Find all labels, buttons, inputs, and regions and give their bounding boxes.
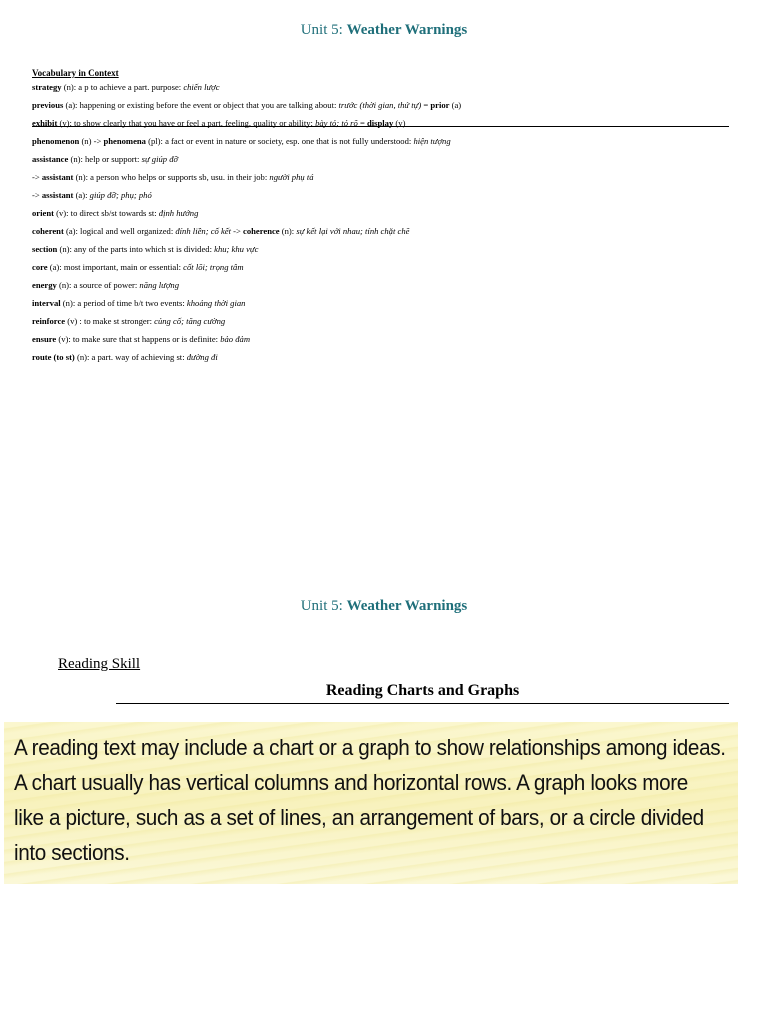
entry-word: assistant bbox=[41, 190, 74, 200]
entry-translation: đường đi bbox=[186, 352, 218, 362]
entry-definition: (v) : to make st stronger: bbox=[67, 316, 152, 326]
entry-definition: (a): logical and well organized: bbox=[65, 226, 174, 236]
entry-word: coherent bbox=[32, 226, 64, 236]
entry-related-word: display bbox=[366, 118, 394, 128]
entry-definition: (n): any of the parts into which st is divided: bbox=[59, 244, 212, 254]
entry-separator: = bbox=[359, 118, 365, 128]
entry-translation: củng cố; tăng cường bbox=[154, 316, 226, 326]
entry-word: core bbox=[32, 262, 48, 272]
scanned-line: into sections. bbox=[14, 840, 130, 865]
vocabulary-entry bbox=[32, 262, 732, 280]
vocabulary-heading: Vocabulary in Context bbox=[32, 68, 119, 78]
entry-translation: người phụ tá bbox=[269, 172, 314, 182]
entry-definition: (n): a person who helps or supports sb, usu. in their job: bbox=[75, 172, 268, 182]
entry-definition: (pl): a fact or event in nature or society, esp. one that is not fully understood: bbox=[148, 136, 412, 146]
entry-related-pos: (a) bbox=[451, 100, 462, 110]
unit-title bbox=[0, 598, 768, 615]
entry-word: exhibit bbox=[32, 118, 58, 128]
scanned-text-box bbox=[4, 722, 738, 884]
entry-related-word: prior bbox=[430, 100, 450, 110]
entry-related-pos: (n): bbox=[281, 226, 295, 236]
entry-word-plural: phenomena bbox=[103, 136, 146, 146]
entry-word: previous bbox=[32, 100, 64, 110]
scanned-line: A reading text may include a chart or a graph to show relationships among ideas. bbox=[14, 735, 726, 760]
entry-word: assistant bbox=[41, 172, 74, 182]
vocabulary-entry bbox=[32, 334, 732, 352]
entry-translation: sự giúp đỡ bbox=[141, 154, 179, 164]
entry-definition: (a): bbox=[75, 190, 88, 200]
unit-prefix: Unit 5: bbox=[300, 22, 343, 38]
vocabulary-entry bbox=[32, 136, 732, 154]
entry-word: section bbox=[32, 244, 58, 254]
entry-translation: năng lượng bbox=[139, 280, 180, 290]
entry-definition: (a): happening or existing before the event or object that you are talking about: bbox=[65, 100, 337, 110]
vocabulary-entry bbox=[32, 154, 732, 172]
divider-line bbox=[32, 126, 729, 127]
unit-prefix: Unit 5: bbox=[300, 598, 343, 614]
entry-translation: hiện tượng bbox=[413, 136, 451, 146]
entry-arrow: -> bbox=[32, 190, 40, 200]
entry-word: interval bbox=[32, 298, 61, 308]
entry-translation: chiến lược bbox=[183, 82, 220, 92]
entry-separator: = bbox=[423, 100, 429, 110]
entry-word: strategy bbox=[32, 82, 62, 92]
entry-definition: (n): a period of time b/t two events: bbox=[62, 298, 185, 308]
vocabulary-entry bbox=[32, 172, 732, 190]
reading-skill-label: Reading Skill bbox=[58, 656, 141, 672]
entry-definition: (v): to direct sb/st towards st: bbox=[56, 208, 157, 218]
entry-translation: khu; khu vực bbox=[214, 244, 259, 254]
section-title: Reading Charts and Graphs bbox=[325, 682, 520, 699]
vocabulary-entry bbox=[32, 244, 732, 262]
entry-definition: (n): a p to achieve a part. purpose: bbox=[63, 82, 182, 92]
entry-translation: trước (thời gian, thứ tự) bbox=[338, 100, 422, 110]
entry-definition: (n): a part. way of achieving st: bbox=[76, 352, 185, 362]
entry-word: assistance bbox=[32, 154, 69, 164]
entry-related-word: coherence bbox=[243, 226, 280, 236]
vocabulary-entry bbox=[32, 226, 732, 244]
vocabulary-entry bbox=[32, 352, 732, 370]
scanned-line: A chart usually has vertical columns and horizontal rows. A graph looks more bbox=[14, 770, 688, 795]
section-divider bbox=[116, 703, 729, 704]
entry-translation: bảo đảm bbox=[220, 334, 251, 344]
vocabulary-entry bbox=[32, 190, 732, 208]
scanned-paragraph bbox=[14, 730, 726, 870]
vocabulary-entry bbox=[32, 280, 732, 298]
entry-word: orient bbox=[32, 208, 54, 218]
entry-translation: cốt lõi; trọng tâm bbox=[183, 262, 244, 272]
entry-translation: khoảng thời gian bbox=[186, 298, 246, 308]
vocabulary-entry bbox=[32, 100, 732, 118]
vocabulary-section bbox=[32, 68, 732, 370]
scanned-line: like a picture, such as a set of lines, an arrangement of bars, or a circle divided bbox=[14, 805, 704, 830]
entry-definition: (a): most important, main or essential: bbox=[49, 262, 182, 272]
entry-translation: giúp đỡ; phụ; phó bbox=[89, 190, 152, 200]
entry-translation: định hướng bbox=[158, 208, 199, 218]
entry-related-pos: (v) bbox=[395, 118, 406, 128]
entry-definition: (v): to show clearly that you have or feel a part. feeling, quality or ability: bbox=[59, 118, 313, 128]
entry-word: reinforce bbox=[32, 316, 66, 326]
entry-definition: (n) -> bbox=[81, 136, 102, 146]
vocabulary-entry bbox=[32, 118, 732, 136]
unit-name: Weather Warnings bbox=[346, 22, 468, 38]
vocabulary-entry bbox=[32, 82, 732, 100]
entry-arrow: -> bbox=[32, 172, 40, 182]
entry-definition: (v): to make sure that st happens or is definite: bbox=[58, 334, 219, 344]
unit-title bbox=[0, 22, 768, 39]
entry-word: phenomenon bbox=[32, 136, 80, 146]
vocabulary-entry bbox=[32, 298, 732, 316]
entry-word: route (to st) bbox=[32, 352, 75, 362]
entry-word: ensure bbox=[32, 334, 57, 344]
vocabulary-entry bbox=[32, 208, 732, 226]
entry-definition: (n): help or support: bbox=[70, 154, 140, 164]
entry-translation: đính liền; cố kết bbox=[175, 226, 231, 236]
unit-name: Weather Warnings bbox=[346, 598, 468, 614]
entry-definition: (n): a source of power: bbox=[58, 280, 138, 290]
entry-related-translation: sự kết lại với nhau; tính chặt chẽ bbox=[296, 226, 410, 236]
entry-separator: -> bbox=[233, 226, 241, 236]
entry-word: energy bbox=[32, 280, 57, 290]
vocabulary-entry bbox=[32, 316, 732, 334]
entry-translation: bày tỏ; tỏ rõ bbox=[315, 118, 358, 128]
